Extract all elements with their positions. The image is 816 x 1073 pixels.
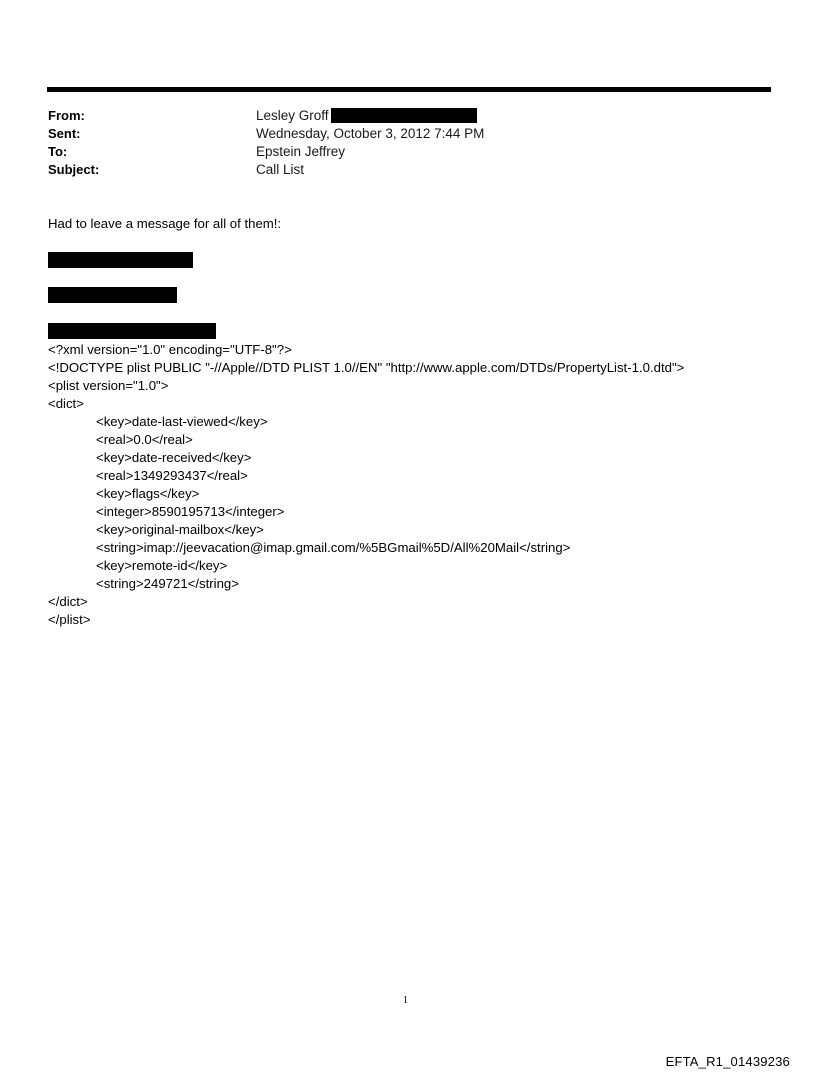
plist-line: <key>date-last-viewed</key> xyxy=(96,414,268,429)
bates-number: EFTA_R1_01439236 xyxy=(665,1054,790,1069)
plist-line: </plist> xyxy=(48,612,91,627)
plist-line: <string>249721</string> xyxy=(96,576,239,591)
plist-line: <integer>8590195713</integer> xyxy=(96,504,285,519)
plist-line: <real>1349293437</real> xyxy=(96,468,248,483)
redaction-contact-2 xyxy=(48,287,177,303)
plist-line: <real>0.0</real> xyxy=(96,432,193,447)
redaction-contact-1 xyxy=(48,252,193,268)
subject-value: Call List xyxy=(256,162,305,177)
to-label: To: xyxy=(48,144,68,159)
plist-line: <string>imap://jeevacation@imap.gmail.com/%5BGmail%5D/All%20Mail</string> xyxy=(96,540,571,555)
redaction-contact-3 xyxy=(48,323,216,339)
plist-line: <key>original-mailbox</key> xyxy=(96,522,264,537)
plist-line: <?xml version="1.0" encoding="UTF-8"?> xyxy=(48,342,292,357)
to-value: Epstein Jeffrey xyxy=(256,144,346,159)
subject-label: Subject: xyxy=(48,162,100,177)
from-label: From: xyxy=(48,108,85,123)
sent-value: Wednesday, October 3, 2012 7:44 PM xyxy=(256,126,485,141)
plist-line: <key>remote-id</key> xyxy=(96,558,228,573)
intro-text: Had to leave a message for all of them!: xyxy=(48,216,282,231)
plist-line: <plist version="1.0"> xyxy=(48,378,169,393)
plist-line: <key>flags</key> xyxy=(96,486,200,501)
plist-line: <key>date-received</key> xyxy=(96,450,252,465)
redaction-from-email xyxy=(331,108,477,123)
header-rule xyxy=(47,87,771,92)
page-number: 1 xyxy=(403,995,408,1006)
plist-line: </dict> xyxy=(48,594,88,609)
plist-line: <!DOCTYPE plist PUBLIC "-//Apple//DTD PLIST 1.0//EN" "http://www.apple.com/DTDs/PropertyList-1.0.dtd"> xyxy=(48,360,685,375)
from-value: Lesley Groff xyxy=(256,108,329,123)
plist-line: <dict> xyxy=(48,396,84,411)
sent-label: Sent: xyxy=(48,126,81,141)
